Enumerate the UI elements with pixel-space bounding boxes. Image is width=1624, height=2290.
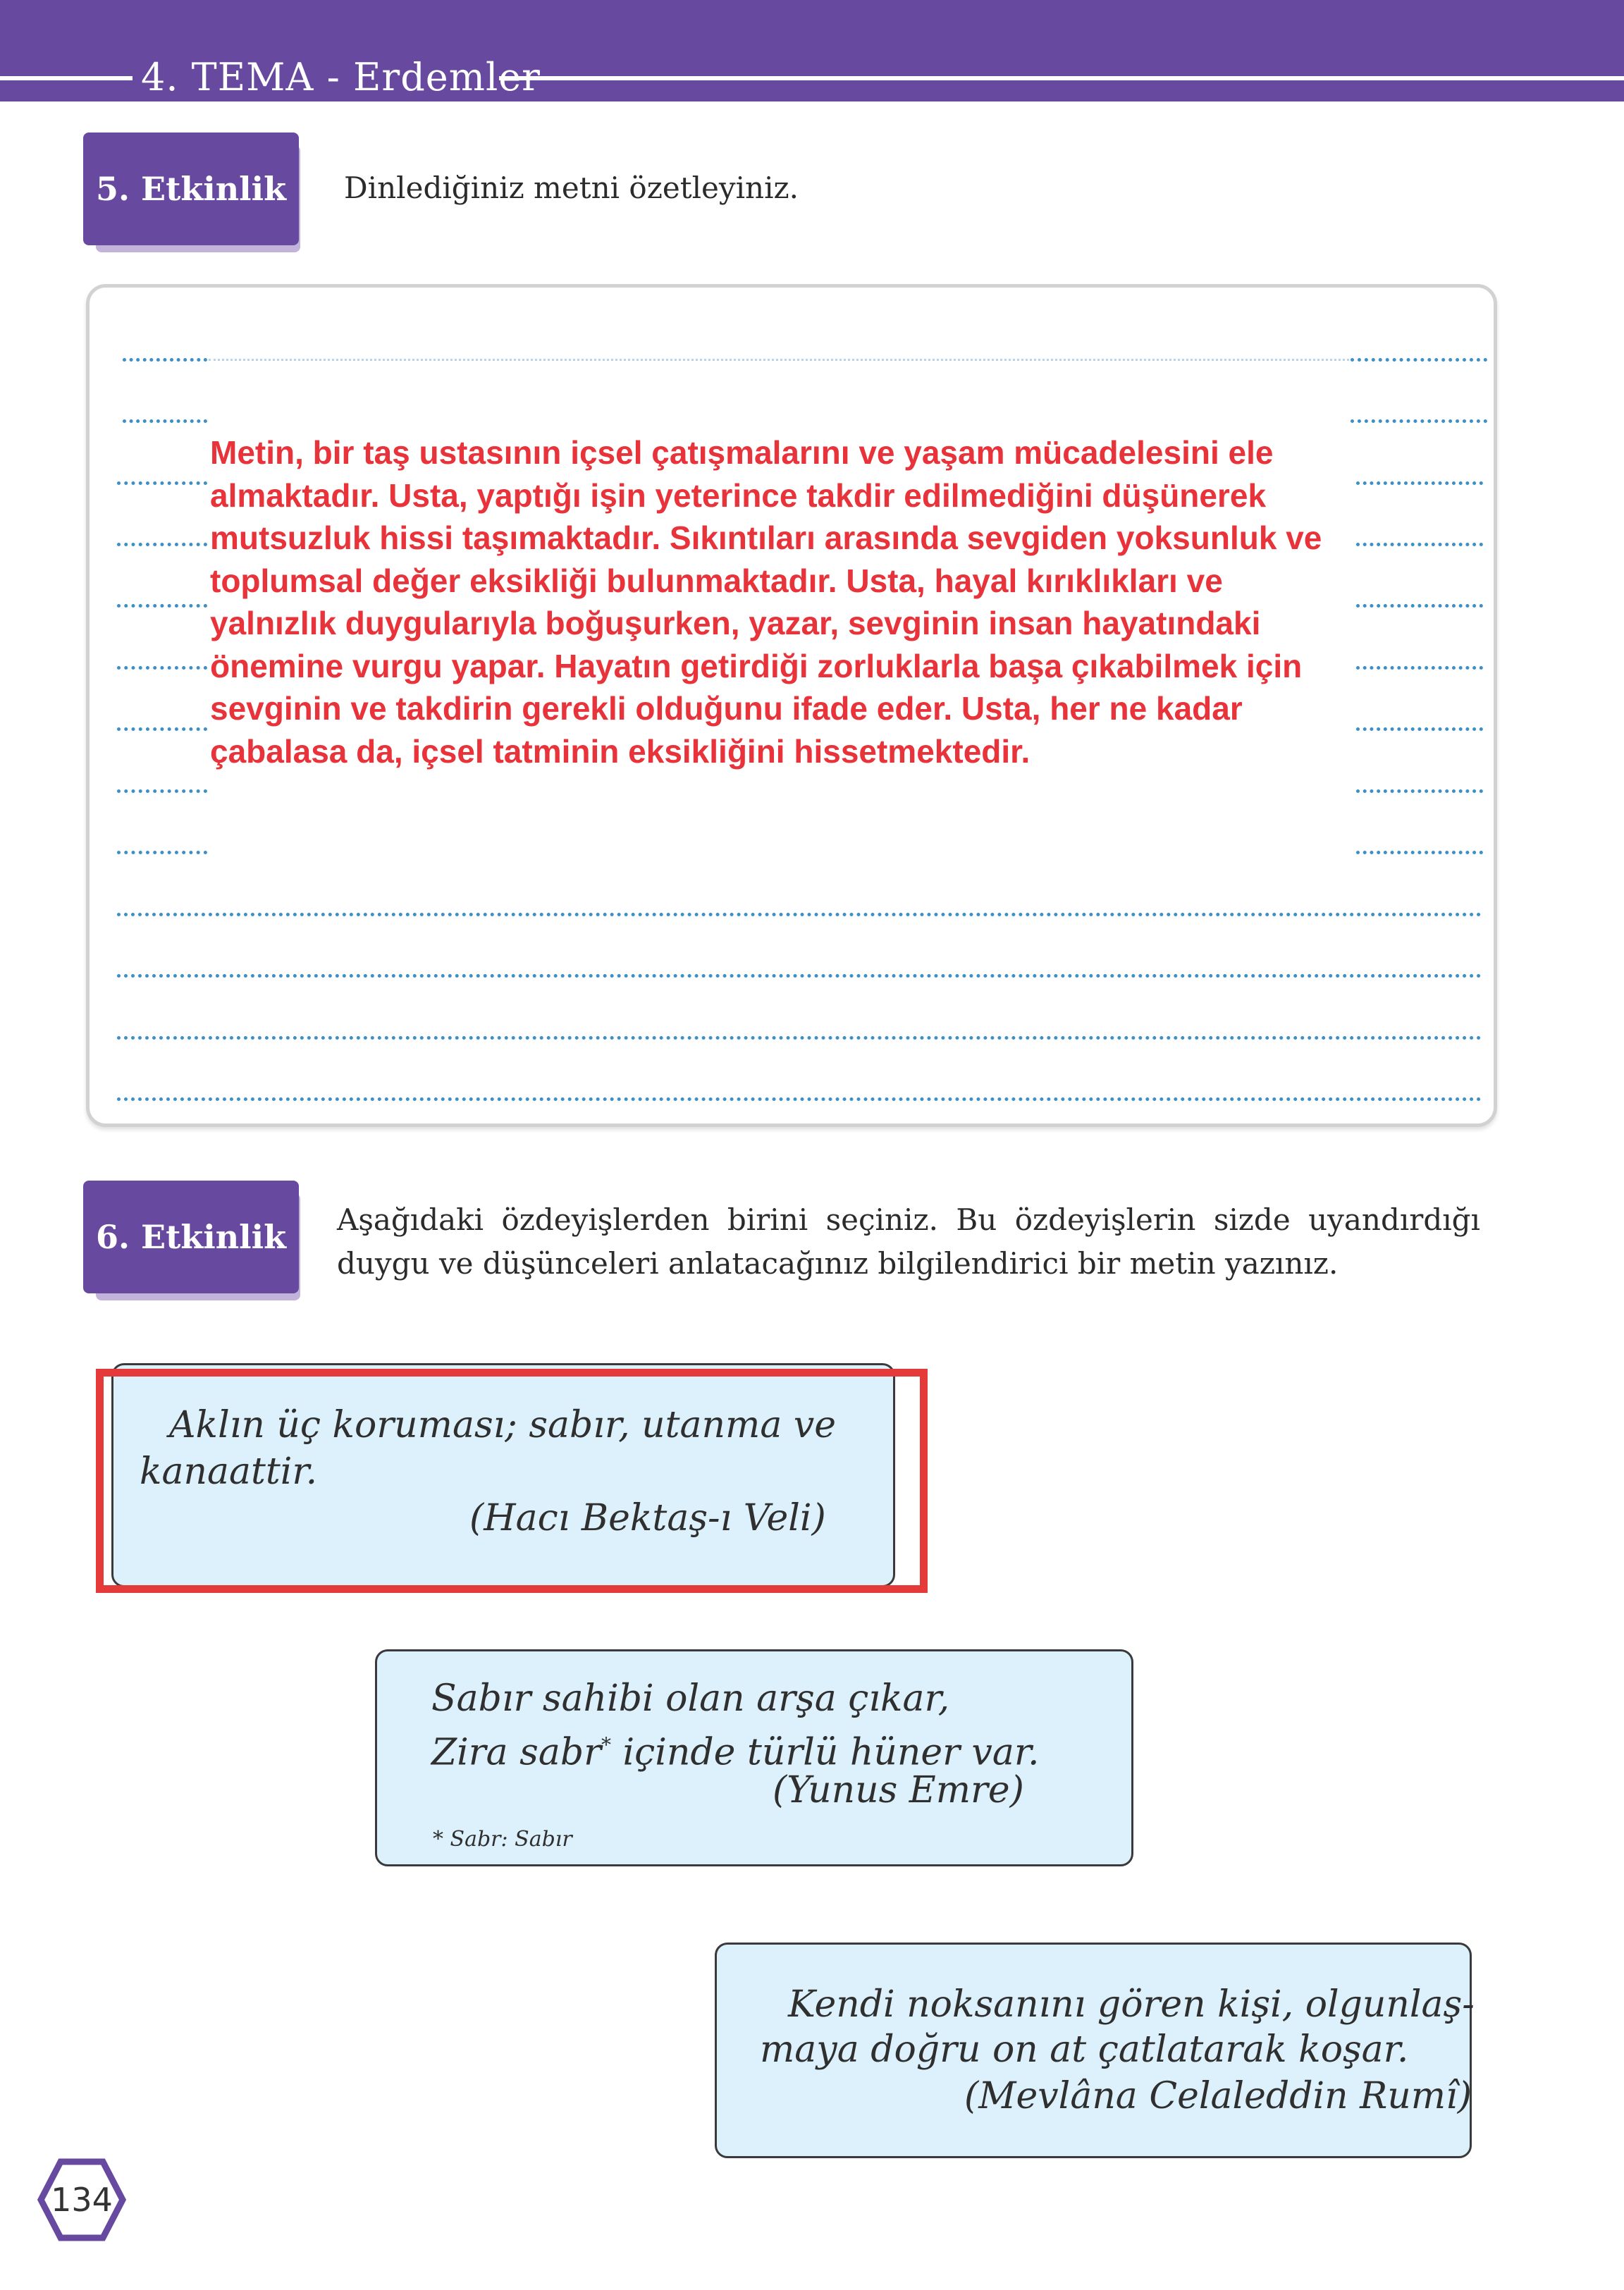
quote-3-author: (Mevlâna Celaleddin Rumî) [964, 2075, 1472, 2117]
writing-line [1356, 851, 1483, 854]
writing-line [1356, 727, 1483, 731]
writing-line [117, 666, 207, 670]
writing-line [123, 358, 207, 362]
quote-2-line-2-prefix: Zira sabr [431, 1731, 601, 1774]
writing-line [117, 851, 207, 854]
writing-line [209, 359, 1349, 361]
selection-highlight [96, 1369, 928, 1593]
writing-line [1356, 666, 1483, 670]
writing-line [117, 1097, 1482, 1101]
activity-5-instruction: Dinlediğiniz metni özetleyiniz. [344, 171, 799, 205]
writing-line [123, 419, 207, 423]
quote-3-line-2: maya doğru on at çatlatarak koşar. [760, 2029, 1409, 2071]
writing-line [117, 913, 1482, 916]
writing-line [1356, 789, 1483, 793]
activity-6-label: 6. Etkinlik [83, 1181, 299, 1293]
quote-2-line-1: Sabır sahibi olan arşa çıkar, [431, 1678, 950, 1720]
quote-2-line-2-suffix: içinde türlü hüner var. [610, 1731, 1040, 1774]
writing-line [1356, 543, 1483, 546]
quote-2-footnote: * Sabr: Sabır [433, 1827, 572, 1852]
writing-line [117, 543, 207, 546]
writing-line [1356, 481, 1483, 485]
page-number-text: 134 [51, 2181, 113, 2219]
header-rule-left [0, 76, 133, 80]
footnote-mark: * [601, 1733, 611, 1756]
page-number [37, 2157, 127, 2242]
writing-line [1351, 358, 1487, 362]
quote-1-author: (Hacı Bektaş-ı Veli) [469, 1497, 826, 1539]
activity-6-tab [83, 1181, 302, 1300]
writing-line [117, 727, 207, 731]
activity-5-label: 5. Etkinlik [83, 133, 299, 245]
writing-line [117, 974, 1482, 978]
theme-title: 4. TEMA - Erdemler [141, 55, 541, 99]
quote-1-line-2: kanaattir. [140, 1451, 318, 1493]
writing-line [117, 789, 207, 793]
writing-line [117, 1036, 1482, 1040]
writing-line [117, 481, 207, 485]
activity-5-tab [83, 133, 302, 252]
writing-line [1356, 604, 1483, 608]
header-rule-right [499, 76, 1624, 80]
writing-line [117, 604, 207, 608]
writing-line [1351, 419, 1487, 423]
answer-text[interactable]: Metin, bir taş ustasının içsel çatışmalarını ve yaşam mücadelesini ele almaktadır. Usta, yaptığı işin yeterince takdir edilmediğini düşünerek mutsuzluk hissi taşımaktadır. Sıkıntıları arasında sevgiden yoksunluk ve toplumsal değer eksikliği bulunmaktadır. Usta, hayal kırıklıkları ve yalnızlık duygularıyla boğuşurken, yazar, sevginin insan hayatındaki önemine vurgu yapar. Hayatın getirdiği zorluklarla başa çıkabilmek için sevginin ve takdirin gerekli olduğunu ifade eder. Usta, her ne kadar çabalasa da, içsel tatminin eksikliğini hissetmektedir. [210, 434, 1322, 770]
quote-1-line-1: Aklın üç koruması; sabır, utanma ve [169, 1404, 837, 1446]
quote-3-line-1: Kendi noksanını gören kişi, olgunlaş- [788, 1983, 1475, 2026]
quote-2-author: (Yunus Emre) [773, 1769, 1024, 1811]
activity-6-instruction: Aşağıdaki özdeyişlerden birini seçiniz. Bu özdeyişlerin sizde uyandırdığı duygu ve düşünceleri anlatacağınız bilgilendirici bir metin yazınız. [337, 1202, 1480, 1281]
